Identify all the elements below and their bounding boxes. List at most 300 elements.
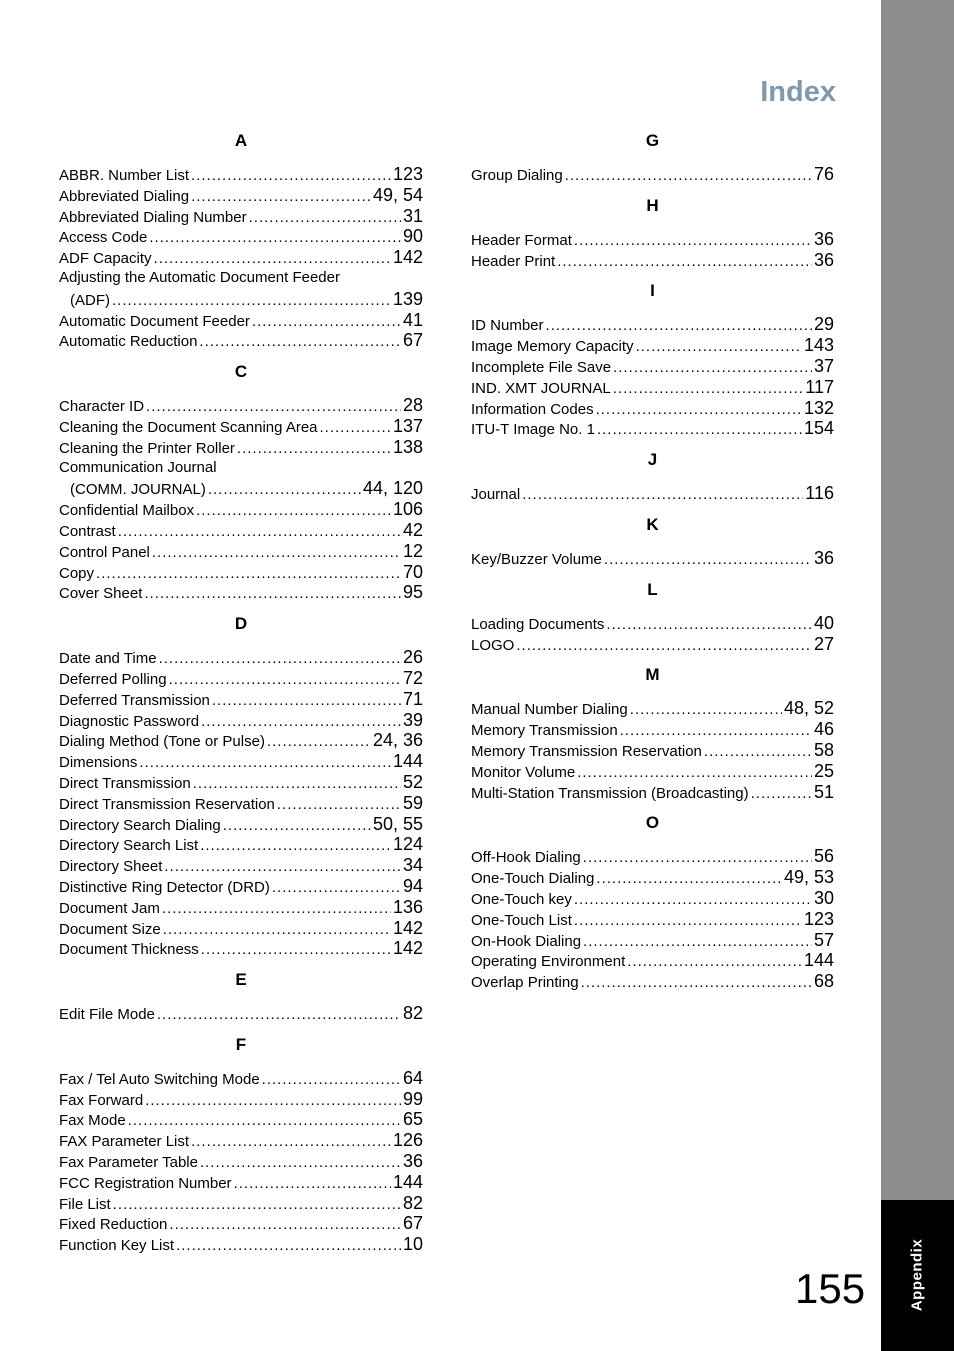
index-section — [59, 361, 423, 603]
dot-leader — [234, 1174, 391, 1195]
entry-label: Multi-Station Transmission (Broadcasting) — [471, 784, 749, 802]
entry-label: Copy — [59, 564, 95, 582]
dot-leader — [262, 1070, 401, 1091]
index-entry — [59, 1003, 423, 1024]
entry-pages: 30 — [813, 887, 834, 908]
entry-pages: 36 — [813, 547, 834, 568]
dot-leader — [277, 795, 401, 816]
dot-leader — [522, 485, 803, 506]
dot-leader — [574, 911, 802, 932]
index-entry — [59, 1213, 423, 1234]
entry-label: FCC Registration Number — [59, 1174, 232, 1192]
entry-label: Incomplete File Save — [471, 358, 612, 376]
dot-leader — [164, 857, 401, 878]
entry-label-continuation: (COMM. JOURNAL) — [70, 481, 206, 499]
dot-leader — [597, 420, 802, 441]
entry-pages: 37 — [813, 355, 834, 376]
sidebar — [881, 0, 954, 1351]
entry-pages: 139 — [392, 288, 423, 309]
dot-leader — [704, 742, 812, 763]
index-entry — [59, 1172, 423, 1193]
section-letter: D — [234, 614, 248, 634]
entry-label: ADF Capacity — [59, 250, 152, 268]
entry-label: Manual Number Dialing — [471, 701, 628, 719]
entry-label: Cleaning the Printer Roller — [59, 439, 235, 457]
index-entry — [471, 634, 834, 655]
section-letter: H — [646, 195, 659, 215]
section-letter: A — [234, 131, 248, 150]
entry-label: Cover Sheet — [59, 585, 143, 603]
section-letter: K — [646, 514, 659, 534]
entry-label: Fax Mode — [59, 1112, 126, 1130]
entry-label: Directory Search List — [59, 837, 199, 855]
dot-leader — [320, 418, 391, 439]
dot-leader — [596, 400, 802, 421]
dot-leader — [193, 774, 401, 795]
entry-label: ITU-T Image No. 1 — [471, 421, 595, 439]
entry-label: ABBR. Number List — [59, 167, 190, 184]
dot-leader — [112, 291, 391, 312]
index-entry — [471, 314, 834, 335]
index-entry — [59, 1109, 423, 1130]
entry-label: Access Code — [59, 229, 148, 247]
entry-label: On-Hook Dialing — [471, 932, 582, 950]
section-letter: O — [645, 813, 660, 833]
dot-leader — [201, 940, 391, 961]
dot-leader — [516, 636, 812, 657]
entry-label: Dimensions — [59, 754, 138, 772]
entry-pages: 71 — [402, 688, 423, 709]
index-entry — [59, 247, 423, 268]
index-entry — [59, 855, 423, 876]
entry-label: Image Memory Capacity — [471, 338, 634, 356]
entry-label: Off-Hook Dialing — [471, 849, 581, 867]
entry-label: Confidential Mailbox — [59, 502, 195, 520]
entry-pages: 136 — [392, 896, 423, 917]
entry-label: Automatic Document Feeder — [59, 312, 250, 330]
entry-pages: 29 — [813, 314, 834, 335]
entry-pages: 116 — [805, 483, 834, 504]
index-entry — [59, 772, 423, 793]
entry-label: FAX Parameter List — [59, 1133, 190, 1151]
entry-label: Character ID — [59, 398, 145, 416]
index-entry — [59, 1130, 423, 1151]
dot-leader — [620, 721, 812, 742]
entry-pages: 59 — [402, 792, 423, 813]
dot-leader — [199, 332, 401, 353]
index-entry — [59, 562, 423, 583]
entry-label: Abbreviated Dialing Number — [59, 208, 247, 226]
dot-leader — [565, 166, 812, 187]
dot-leader — [574, 231, 812, 252]
section-letter: F — [235, 1034, 247, 1054]
index-entry — [59, 289, 423, 310]
index-section — [59, 1034, 423, 1255]
entry-pages: 123 — [803, 908, 834, 929]
dot-leader — [751, 784, 812, 805]
dot-leader — [546, 316, 812, 337]
entry-label: Group Dialing — [471, 167, 563, 184]
entry-label: Fax / Tel Auto Switching Mode — [59, 1070, 260, 1088]
entry-pages: 12 — [402, 540, 423, 561]
dot-leader — [581, 973, 812, 994]
entry-pages: 124 — [392, 834, 423, 855]
entry-pages: 68 — [813, 971, 834, 992]
dot-leader — [191, 1132, 391, 1153]
entry-pages: 42 — [402, 519, 423, 540]
index-section — [59, 613, 423, 959]
index-entry — [59, 520, 423, 541]
entry-pages: 49, 53 — [783, 867, 834, 888]
index-entry — [471, 761, 834, 782]
entry-pages: 154 — [803, 418, 834, 439]
index-entry — [471, 698, 834, 719]
index-entry — [471, 356, 834, 377]
entry-label: Memory Transmission — [471, 722, 618, 740]
entry-label: Directory Search Dialing — [59, 816, 221, 834]
entry-pages: 44, 120 — [362, 478, 423, 499]
index-entry — [471, 548, 834, 569]
entry-pages: 57 — [813, 929, 834, 950]
index-entry — [59, 1089, 423, 1110]
dot-leader — [145, 1091, 401, 1112]
entry-label: Distinctive Ring Detector (DRD) — [59, 878, 270, 896]
entry-pages: 40 — [813, 612, 834, 633]
index-section — [471, 195, 834, 271]
index-section — [471, 812, 834, 992]
entry-label: Key/Buzzer Volume — [471, 550, 602, 568]
dot-leader — [208, 480, 361, 501]
dot-leader — [557, 252, 812, 273]
dot-leader — [636, 337, 802, 358]
section-letter: L — [647, 579, 658, 599]
entry-label: Direct Transmission — [59, 774, 191, 792]
dot-leader — [249, 208, 401, 229]
index-entry — [59, 814, 423, 835]
entry-pages: 82 — [402, 1003, 423, 1024]
dot-leader — [574, 890, 812, 911]
index-section — [471, 280, 834, 439]
dot-leader — [191, 166, 391, 187]
index-entry — [59, 395, 423, 416]
entry-pages: 144 — [392, 751, 423, 772]
index-column-right — [471, 130, 834, 1002]
entry-pages: 132 — [803, 397, 834, 418]
entry-label: Overlap Printing — [471, 974, 579, 992]
index-entry — [59, 647, 423, 668]
entry-label: Fax Parameter Table — [59, 1154, 198, 1172]
index-entry — [59, 1151, 423, 1172]
dot-leader — [577, 763, 812, 784]
entry-pages: 67 — [402, 1213, 423, 1234]
entry-pages: 123 — [392, 164, 423, 184]
dot-leader — [627, 952, 802, 973]
entry-pages: 39 — [402, 709, 423, 730]
entry-label: Document Size — [59, 920, 161, 938]
dot-leader — [159, 649, 401, 670]
entry-pages: 90 — [402, 226, 423, 247]
entry-pages: 142 — [392, 917, 423, 938]
entry-pages: 143 — [803, 335, 834, 356]
entry-pages: 10 — [402, 1234, 423, 1255]
entry-label: Information Codes — [471, 400, 594, 418]
entry-pages: 95 — [402, 582, 423, 603]
dot-leader — [252, 312, 401, 333]
dot-leader — [128, 1111, 401, 1132]
entry-pages: 144 — [803, 950, 834, 971]
entry-label: Fixed Reduction — [59, 1216, 168, 1234]
entry-label: Memory Transmission Reservation — [471, 742, 702, 760]
index-entry — [471, 377, 834, 398]
index-section — [471, 449, 834, 504]
index-entry — [59, 330, 423, 351]
section-letter: C — [234, 362, 248, 382]
section-letter: I — [650, 281, 655, 301]
entry-pages: 24, 36 — [372, 730, 423, 751]
index-entry — [59, 897, 423, 918]
index-entry — [59, 834, 423, 855]
index-entry — [59, 668, 423, 689]
index-entry — [59, 1068, 423, 1089]
dot-leader — [146, 397, 401, 418]
dot-leader — [162, 899, 391, 920]
appendix-tab-label: Appendix — [908, 1238, 926, 1312]
index-entry — [471, 740, 834, 761]
dot-leader — [596, 869, 782, 890]
entry-pages: 46 — [813, 719, 834, 740]
entry-pages: 106 — [392, 499, 423, 520]
entry-label: Cleaning the Document Scanning Area — [59, 418, 318, 436]
index-entry — [471, 846, 834, 867]
index-entry — [59, 1234, 423, 1255]
dot-leader — [113, 1195, 401, 1216]
index-entry — [471, 782, 834, 803]
dot-leader — [196, 501, 391, 522]
dot-leader — [176, 1236, 401, 1257]
entry-pages: 36 — [813, 249, 834, 270]
index-entry — [471, 971, 834, 992]
index-entry — [471, 335, 834, 356]
entry-label: One-Touch Dialing — [471, 870, 595, 888]
entry-pages: 126 — [392, 1130, 423, 1151]
index-entry — [59, 689, 423, 710]
index-entry — [59, 710, 423, 731]
index-entry — [59, 918, 423, 939]
dot-leader — [139, 753, 391, 774]
dot-leader — [267, 732, 371, 753]
index-entry — [59, 416, 423, 437]
entry-pages: 26 — [402, 647, 423, 668]
index-entry — [59, 226, 423, 247]
index-section — [471, 514, 834, 569]
entry-label: Dialing Method (Tone or Pulse) — [59, 733, 265, 751]
dot-leader — [118, 522, 401, 543]
entry-pages: 41 — [402, 309, 423, 330]
dot-leader — [613, 379, 804, 400]
entry-pages: 34 — [402, 855, 423, 876]
dot-leader — [169, 1215, 401, 1236]
entry-label: Deferred Transmission — [59, 691, 210, 709]
index-entry — [59, 1193, 423, 1214]
dot-leader — [606, 615, 812, 636]
index-entry — [471, 229, 834, 250]
entry-pages: 142 — [392, 247, 423, 268]
index-entry — [59, 751, 423, 772]
entry-pages: 64 — [402, 1067, 423, 1088]
index-entry — [471, 398, 834, 419]
entry-label: Directory Sheet — [59, 858, 163, 876]
entry-label: Diagnostic Password — [59, 712, 200, 730]
section-letter: M — [645, 665, 660, 685]
dot-leader — [163, 920, 391, 941]
entry-pages: 58 — [813, 739, 834, 760]
index-entry — [471, 719, 834, 740]
entry-label: Date and Time — [59, 650, 157, 668]
dot-leader — [154, 249, 391, 270]
entry-label: Control Panel — [59, 543, 150, 561]
entry-label: Header Format — [471, 231, 572, 249]
entry-label: Loading Documents — [471, 615, 605, 633]
index-entry — [59, 185, 423, 206]
index-entry — [471, 888, 834, 909]
index-section — [59, 969, 423, 1024]
entry-pages: 49, 54 — [372, 184, 423, 205]
entry-label: One-Touch List — [471, 911, 572, 929]
index-entry — [59, 541, 423, 562]
entry-pages: 117 — [805, 376, 834, 397]
entry-label: Contrast — [59, 522, 116, 540]
section-letter: G — [645, 131, 660, 150]
dot-leader — [149, 228, 401, 249]
entry-label: LOGO — [471, 636, 515, 654]
entry-pages: 94 — [402, 875, 423, 896]
dot-leader — [630, 700, 782, 721]
dot-leader — [96, 564, 401, 585]
entry-pages: 70 — [402, 561, 423, 582]
entry-label: Monitor Volume — [471, 763, 576, 781]
dot-leader — [237, 439, 391, 460]
entry-label: Direct Transmission Reservation — [59, 795, 275, 813]
entry-label: Function Key List — [59, 1237, 175, 1255]
index-entry — [471, 613, 834, 634]
index-entry — [471, 950, 834, 971]
entry-label: Journal — [471, 486, 521, 504]
dot-leader — [604, 550, 812, 571]
entry-label: One-Touch key — [471, 890, 572, 908]
index-entry — [471, 483, 834, 504]
index-section — [471, 579, 834, 655]
dot-leader — [583, 848, 812, 869]
index-entry — [59, 876, 423, 897]
dot-leader — [157, 1005, 401, 1026]
index-entry — [59, 499, 423, 520]
dot-leader — [223, 816, 371, 837]
dot-leader — [191, 187, 371, 208]
entry-pages: 50, 55 — [372, 813, 423, 834]
index-section — [471, 130, 834, 185]
dot-leader — [200, 836, 391, 857]
entry-label: Adjusting the Automatic Document Feeder — [59, 268, 340, 286]
index-section — [471, 664, 834, 802]
entry-label: Document Jam — [59, 899, 160, 917]
entry-label: Header Print — [471, 252, 556, 270]
index-entry — [471, 250, 834, 271]
entry-label: Communication Journal — [59, 458, 217, 476]
entry-pages: 36 — [402, 1151, 423, 1172]
entry-pages: 65 — [402, 1109, 423, 1130]
entry-label: ID Number — [471, 317, 544, 335]
dot-leader — [144, 584, 401, 605]
section-letter: E — [235, 970, 247, 990]
section-letter: J — [647, 450, 658, 470]
entry-pages: 72 — [402, 667, 423, 688]
entry-label: Deferred Polling — [59, 670, 167, 688]
dot-leader — [613, 358, 812, 379]
index-entry — [59, 582, 423, 603]
entry-pages: 67 — [402, 330, 423, 351]
entry-label-continuation: (ADF) — [70, 291, 110, 309]
index-column-left — [59, 130, 423, 1265]
entry-pages: 28 — [402, 395, 423, 416]
entry-pages: 138 — [392, 436, 423, 457]
page-number: 155 — [795, 1265, 866, 1312]
entry-pages: 76 — [813, 164, 834, 184]
index-entry — [471, 909, 834, 930]
page-title: Index — [760, 76, 836, 108]
entry-label: File List — [59, 1195, 111, 1213]
entry-label: Edit File Mode — [59, 1006, 155, 1024]
entry-label: Document Thickness — [59, 941, 199, 959]
dot-leader — [212, 691, 401, 712]
index-entry — [59, 437, 423, 458]
index-entry — [471, 930, 834, 951]
entry-label: Abbreviated Dialing — [59, 187, 190, 205]
index-entry — [471, 164, 834, 185]
entry-pages: 142 — [392, 938, 423, 959]
entry-pages: 99 — [402, 1088, 423, 1109]
dot-leader — [169, 670, 401, 691]
dot-leader — [200, 1153, 401, 1174]
entry-pages: 31 — [402, 205, 423, 226]
index-section — [59, 130, 423, 351]
entry-label: Automatic Reduction — [59, 333, 198, 351]
entry-pages: 36 — [813, 228, 834, 249]
index-entry — [59, 938, 423, 959]
entry-label: Fax Forward — [59, 1091, 144, 1109]
entry-pages: 51 — [813, 781, 834, 802]
dot-leader — [272, 878, 401, 899]
entry-pages: 56 — [813, 846, 834, 867]
appendix-tab — [881, 1200, 954, 1351]
index-entry — [59, 793, 423, 814]
entry-pages: 137 — [392, 415, 423, 436]
entry-pages: 52 — [402, 771, 423, 792]
entry-pages: 25 — [813, 760, 834, 781]
index-entry — [59, 164, 423, 185]
index-entry — [471, 418, 834, 439]
dot-leader — [201, 712, 401, 733]
entry-pages: 82 — [402, 1192, 423, 1213]
entry-pages: 144 — [392, 1171, 423, 1192]
index-entry — [59, 478, 423, 499]
index-entry — [59, 730, 423, 751]
dot-leader — [583, 932, 812, 953]
entry-pages: 27 — [813, 633, 834, 654]
entry-label: IND. XMT JOURNAL — [471, 379, 611, 397]
index-entry — [471, 867, 834, 888]
entry-label: Operating Environment — [471, 953, 626, 971]
entry-pages: 48, 52 — [783, 698, 834, 719]
